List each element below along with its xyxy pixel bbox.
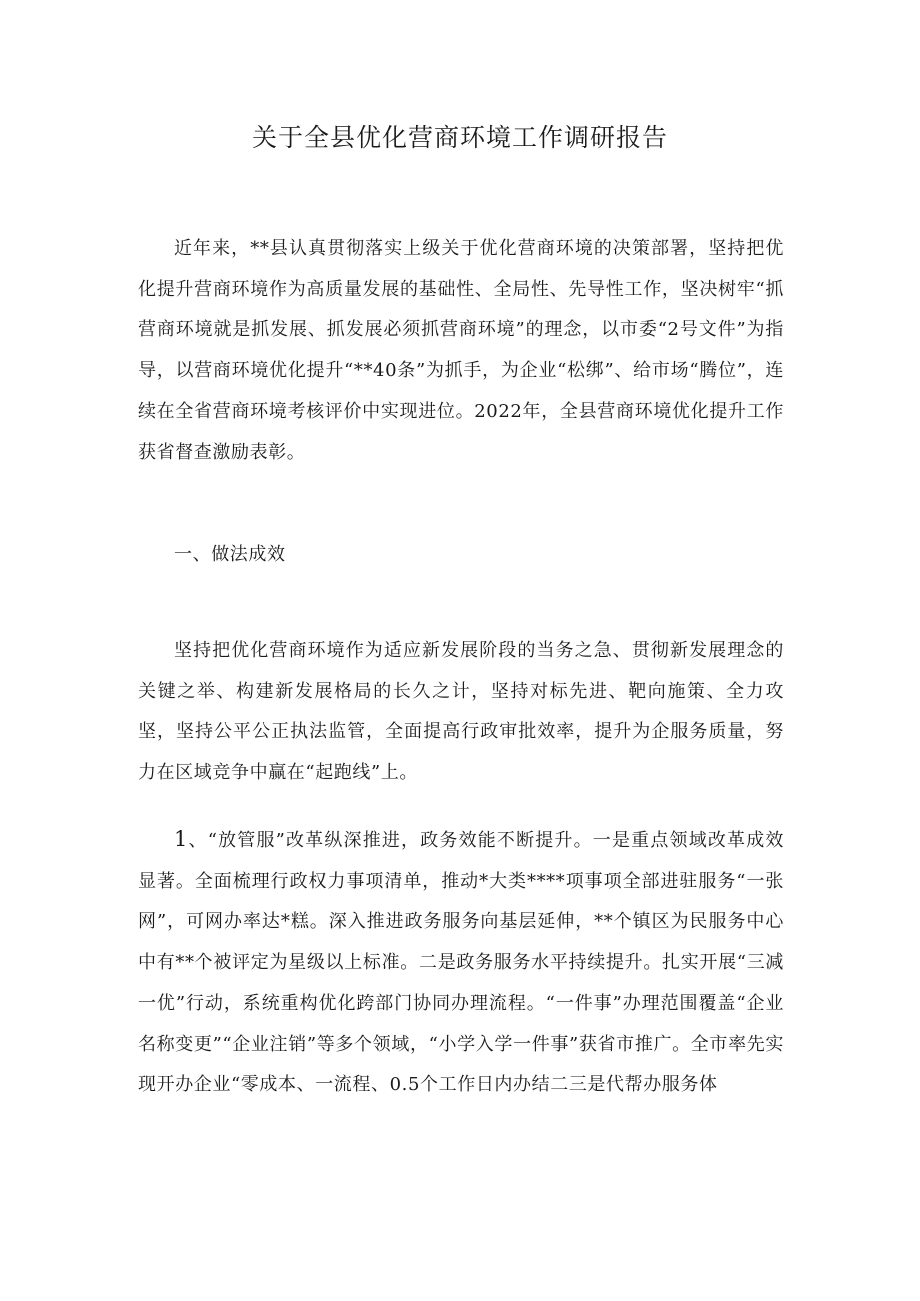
- document-title: 关于全县优化营商环境工作调研报告: [251, 123, 668, 152]
- list-item-paragraph: [138, 819, 784, 1106]
- item-number: 1: [174, 827, 188, 851]
- section-body-paragraph: 坚持把优化营商环境作为适应新发展阶段的当务之急、贯彻新发展理念的关键之举、构建新发展格局的长久之计，坚持对标先进、靶向施策、全力攻坚，坚持公平公正执法监管，全面提高行政审批效率，提升为企服务质量，努力在区域竞争中赢在“起跑线”上。: [138, 640, 784, 784]
- item-text: 、“放管服”改革纵深推进，政务效能不断提升。一是重点领域改革成效显著。全面梳理行政权力事项清单，推动*大类****项事项全部进驻服务“一张网”，可网办率达*糕。深入推进政务服务向基层延伸，**个镇区为民服务中心中有**个被评定为星级以上标准。二是政务服务水平持续提升。扎实开展“三减一优”行动，系统重构优化跨部门协同办理流程。“一件事”办理范围覆盖“企业名称变更”“企业注销”等多个领域，“小学入学一件事”获省市推广。全市率先实现开办企业“零成本、一流程、0.5个工作日内办结二三是代帮办服务体: [138, 830, 784, 1096]
- intro-paragraph: 近年来，**县认真贯彻落实上级关于优化营商环境的决策部署，坚持把优化提升营商环境作为高质量发展的基础性、全局性、先导性工作，坚决树牢“抓营商环境就是抓发展、抓发展必须抓营商环境”的理念，以市委“2号文件”为指导，以营商环境优化提升“**40条”为抓手，为企业“松绑”、给市场“腾位”，连续在全省营商环境考核评价中实现进位。2022年，全县营商环境优化提升工作获省督查激励表彰。: [138, 238, 784, 463]
- section-heading: 一、做法成效: [174, 544, 286, 565]
